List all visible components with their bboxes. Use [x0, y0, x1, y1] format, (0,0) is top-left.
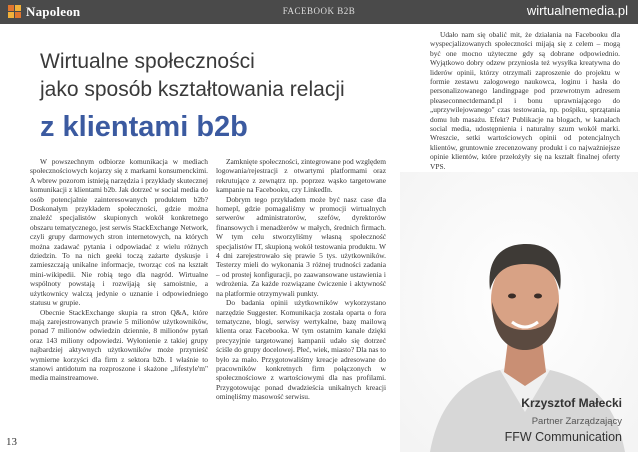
top-bar — [0, 0, 638, 24]
author-role: Partner Zarządzający — [531, 416, 622, 427]
author-company: FFW Communication — [504, 430, 622, 444]
paragraph: W powszechnym odbiorze komunikacja w mediach społecznościowych kojarzy się z markami konsumenckimi. A wbrew pozorom istnieją narzędzia i przykłady skutecznej komunikacji z klientami b2b. Jak dotrzeć w social media do osób potencjalnie zainteresowanych produktem b2b? Doskonałym przykładem społeczności, gdzie można znaleźć specjalistów skupionych wokół konkretnego obszaru tematycznego, jest serwis StackExchange Network, czyli grupy darmowych stron internetowych, na których można zadawać pytania i odpowiadać z wielu różnych dziedzin. To na nich geeki toczą zażarte dyskusje i zamieszczają unikalne informacje, tworząc coś na kształt mini-wikipedii. Nie robią tego dla nagród. Wirtualne wspólnoty powstają i rozwijają się samoistnie, a użytkownicy walczą jedynie o uznanie i odpowiedniego statusu w grupie. — [30, 157, 208, 308]
paragraph: Zamknięte społeczności, zintegrowane pod względem logowania/rejestracji z otwartymi platformami oraz rekrutujące z zewnątrz np. poprzez wąsko targetowane kampanie na Facebooku, czy LinkedIn. — [216, 157, 386, 195]
paragraph: Udało nam się obalić mit, że działania na Facebooku dla wyspecjalizowanych społeczności mijają się z celem – mogą być one mocno użyteczne gdy są dobrane odpowiednio. Wyjątkowo dobry odzew przyniosła też wysyłka kreatywna do liderów opinii, którzy otrzymali zaproszenie do projektu w formie zestawu zalogowego naukowca, loginu i hasła do personalizowanego landingpage pod przewrotnym adresem pleaseconnectdemand.pl i bonu uprawniającego do „uprzywilejowanego" czas testowania, np. pośpiku, sprzątania domu lub masażu. Efekt? Publikacje na blogach, w kanałach social media, udostępnienia i naturalny szum wokół marki. Wreszcie, setki wartościowych opinii od potencjalnych klientów, gruntownie zrecenzowany produkt i co najważniejsze opinie klientów, które przełożyły się na kształt finalnej oferty VPS. — [430, 30, 620, 171]
title-accent: z klientami b2b — [40, 111, 248, 143]
article-column-2 — [216, 157, 386, 402]
paragraph: Obecnie StackExchange skupia ra stron Q&A, które mają zarejestrowanych prawie 5 milionów użytkowników, ponad 7 milionów odwiedzin dziennie, 8 milionów pytań oraz 143 miliony odpowiedzi. Wyłonienie z takiej grupy najbardziej aktywnych użytkowników może przynieść wymierne korzyści dla firm z sektora b2b. I właśnie to stanowi antidotum na rozproszone i skażone „lifestyle'm" media mainstreamowe. — [30, 307, 208, 383]
author-caption — [505, 395, 622, 445]
paragraph: Dobrym tego przykładem może być nasz case dla homepl, gdzie pomagaliśmy w promocji wirtualnych serwerów administratorów, szefów, dyrektorów finansowych i menadżerów w małych, średnich firmach. W tym celu stworzyliśmy własną społeczność specjalistów IT, skupioną wokół testowania produktu. W 4 dni zarejestrowało się prawie 5 tys. użytkowników. Testerzy mieli do wykonania 3 różnej trudności zadania – od prostej konfiguracji, po zaawansowane ustawienia i wdrożenia. Za każde rozwiązane ćwiczenie i aktywność na platformie otrzymywali punkty. — [216, 194, 386, 298]
section-label: FACEBOOK B2B — [282, 6, 356, 16]
author-name: Krzysztof Małecki — [521, 396, 622, 410]
article-column-3 — [430, 30, 620, 171]
title-line-1: Wirtualne społeczności — [40, 50, 255, 73]
page-number: 13 — [6, 436, 17, 448]
article-title — [40, 48, 380, 146]
site-name[interactable]: wirtualnemedia.pl — [526, 3, 628, 18]
brand-name: Napoleon — [26, 4, 81, 19]
article-column-1 — [30, 157, 208, 383]
title-line-2: jako sposób kształtowania relacji — [40, 78, 345, 101]
paragraph: Do badania opinii użytkowników wykorzystano narzędzie Suggester. Komunikacja została oparta o fora tematyczne, blogi, serwisy wertykalne, bazę mailową klienta oraz Facebooka. W tym ostatnim kanale dzięki precyzyjnie targetowanej kampanii udało się dotrzeć ściśle do grupy docelowej. Płeć, wiek, miasto? Dla nas to było za mało. Przygotowaliśmy kreacje adresowane do pracowników konkretnych firm połączonych w społecznościowe z wartościowymi dla nas profilami. Przygotowując ponad dwadzieścia unikalnych kreacji ominęliśmy masowość serwisu. — [216, 298, 386, 402]
